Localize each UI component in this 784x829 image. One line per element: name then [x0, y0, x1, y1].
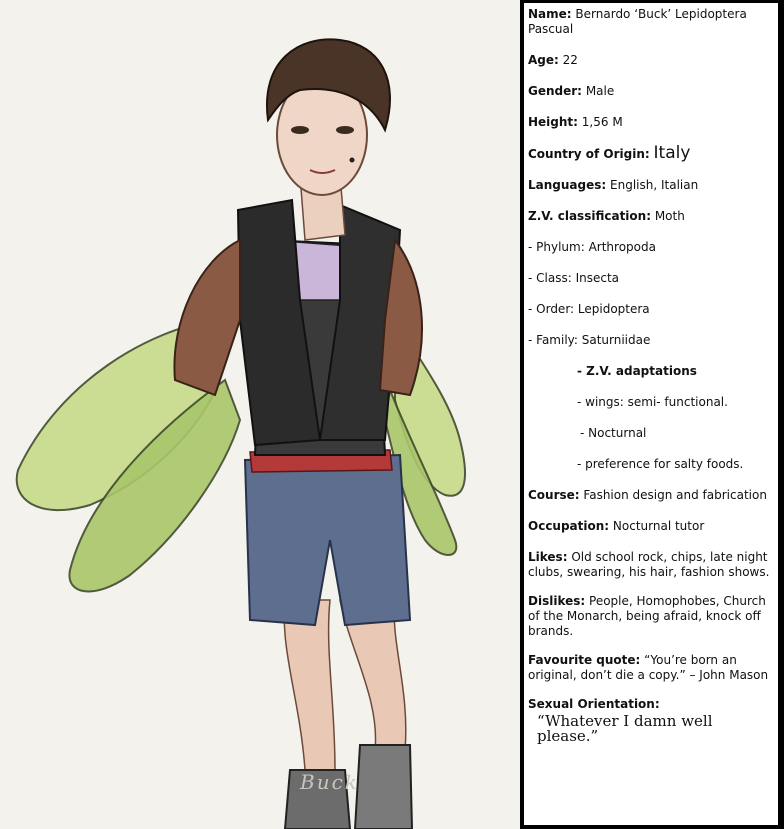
- quote-label: Favourite quote:: [528, 653, 641, 667]
- age-label: Age:: [528, 53, 559, 67]
- zv-label: Z.V. classification:: [528, 209, 651, 223]
- class-row: - Class: Insecta: [528, 271, 620, 285]
- quote-row: [528, 653, 778, 683]
- mole: [350, 158, 355, 163]
- phylum-row: - Phylum: Arthropoda: [528, 240, 656, 254]
- zv-row: [528, 209, 778, 224]
- family-row: - Family: Saturniidae: [528, 333, 651, 347]
- height-row: [528, 115, 778, 130]
- languages-label: Languages:: [528, 178, 607, 192]
- name-row: [528, 7, 778, 37]
- dislikes-value: People, Homophobes, Church of the Monarch, being afraid, knock off brands.: [528, 594, 766, 638]
- country-value: Italy: [653, 143, 691, 163]
- zv-value: Moth: [654, 209, 685, 223]
- gender-value: Male: [585, 84, 615, 98]
- orientation-row: [528, 697, 778, 744]
- adaptation-food: - preference for salty foods.: [577, 457, 744, 471]
- adaptations-heading: - Z.V. adaptations: [577, 364, 697, 378]
- adaptation-wings: - wings: semi- functional.: [577, 395, 728, 409]
- right-eye: [336, 126, 354, 134]
- languages-value: English, Italian: [610, 178, 699, 192]
- name-label: Name:: [528, 7, 572, 21]
- height-label: Height:: [528, 115, 578, 129]
- age-row: [528, 53, 778, 68]
- occupation-label: Occupation:: [528, 519, 610, 533]
- orientation-label: Sexual Orientation:: [528, 697, 660, 711]
- dislikes-label: Dislikes:: [528, 594, 586, 608]
- gender-label: Gender:: [528, 84, 582, 98]
- course-row: [528, 488, 778, 503]
- languages-row: [528, 178, 778, 193]
- country-row: [528, 143, 778, 163]
- course-value: Fashion design and fabrication: [583, 488, 767, 502]
- quote-value: “You’re born an original, don’t die a copy.” – John Mason: [528, 653, 769, 682]
- adaptation-nocturnal: - Nocturnal: [580, 426, 647, 440]
- course-label: Course:: [528, 488, 580, 502]
- height-value: 1,56 M: [581, 115, 623, 129]
- orientation-value: “Whatever I damn well please.”: [537, 712, 713, 745]
- right-boot: [355, 745, 412, 829]
- likes-label: Likes:: [528, 550, 568, 564]
- occupation-row: [528, 519, 778, 534]
- left-arm: [174, 240, 240, 395]
- name-value: Bernardo ‘Buck’ Lepidoptera Pascual: [528, 7, 747, 36]
- order-row: - Order: Lepidoptera: [528, 302, 650, 316]
- artist-signature: Buck: [300, 770, 359, 794]
- dislikes-row: [528, 594, 778, 639]
- gender-row: [528, 84, 778, 99]
- age-value: 22: [562, 53, 578, 67]
- likes-value: Old school rock, chips, late night clubs, swearing, his hair, fashion shows.: [528, 550, 770, 579]
- likes-row: [528, 550, 778, 580]
- country-label: Country of Origin:: [528, 147, 650, 161]
- occupation-value: Nocturnal tutor: [612, 519, 705, 533]
- character-profile-card: [524, 3, 778, 825]
- left-eye: [291, 126, 309, 134]
